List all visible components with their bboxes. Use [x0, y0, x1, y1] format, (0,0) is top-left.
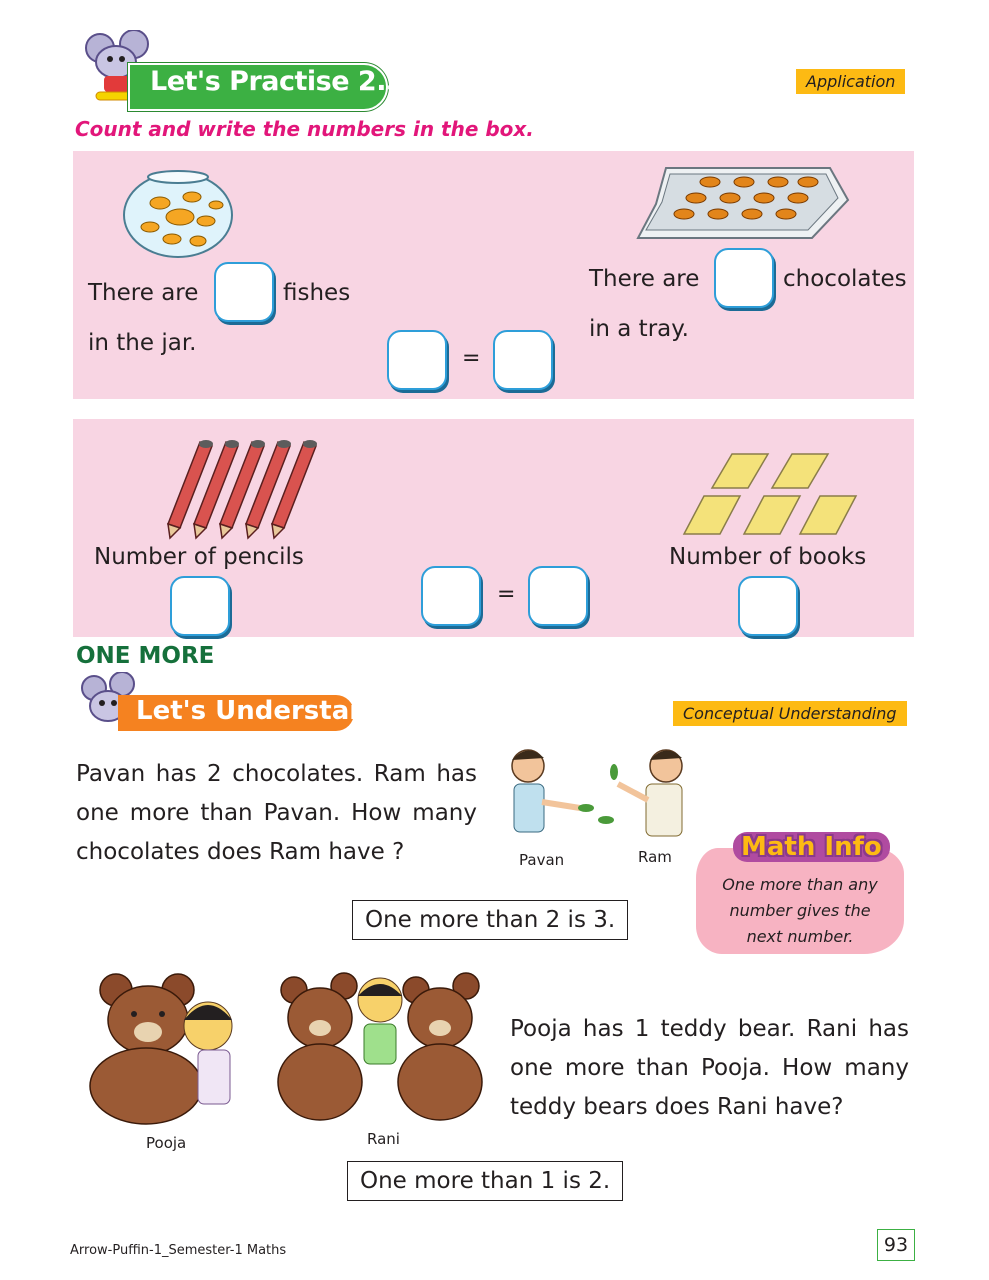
- pencils-label: Number of pencils: [94, 544, 304, 570]
- fish-bowl-icon: [120, 165, 236, 259]
- fish-sentence-end: fishes: [283, 280, 351, 306]
- practise-title: Let's Practise 2.5: [150, 66, 405, 97]
- math-info-text: One more than any number gives the next number.: [722, 875, 878, 946]
- books-count-box[interactable]: [738, 576, 798, 636]
- story-pooja-text: Pooja has 1 teddy bear. Rani has one more than Pooja. How many teddy bears does Rani have?: [510, 1016, 909, 1120]
- compare-left-box[interactable]: [387, 330, 447, 390]
- section-title: ONE MORE: [76, 643, 215, 669]
- chocolate-sentence-start: There are: [589, 266, 700, 292]
- instruction-text: Count and write the numbers in the box.: [75, 117, 534, 141]
- answer-box-2: One more than 1 is 2.: [347, 1161, 623, 1201]
- compare-right-box-2[interactable]: [528, 566, 588, 626]
- pencils-count-box[interactable]: [170, 576, 230, 636]
- equals-sign: =: [462, 346, 481, 371]
- fish-sentence-start: There are: [88, 280, 199, 306]
- chocolate-sentence-line2: in a tray.: [589, 316, 689, 342]
- application-tag: Application: [796, 69, 905, 94]
- chocolate-count-box[interactable]: [714, 248, 774, 308]
- pooja-teddy-icon: [86, 968, 236, 1128]
- page-number: 93: [877, 1229, 915, 1261]
- books-label: Number of books: [669, 544, 867, 570]
- books-icon: [668, 450, 858, 540]
- chocolate-tray-icon: [630, 160, 852, 246]
- answer-box-1: One more than 2 is 3.: [352, 900, 628, 940]
- conceptual-tag: Conceptual Understanding: [673, 701, 907, 726]
- rani-teddies-icon: [276, 966, 484, 1124]
- pooja-caption: Pooja: [146, 1134, 187, 1152]
- equals-sign-2: =: [497, 582, 516, 607]
- fish-count-box[interactable]: [214, 262, 274, 322]
- understand-title: Let's Understand: [136, 696, 387, 726]
- chocolate-sentence-end: chocolates: [783, 266, 907, 292]
- pencils-icon: [160, 436, 326, 540]
- boys-sharing-chocolate-icon: [498, 742, 700, 848]
- rani-caption: Rani: [367, 1130, 400, 1148]
- story-pavan-text: Pavan has 2 chocolates. Ram has one more than Pavan. How many chocolates does Ram have ?: [76, 761, 477, 865]
- ram-caption: Ram: [638, 848, 672, 866]
- math-info-title: Math Info: [733, 832, 890, 862]
- compare-right-box[interactable]: [493, 330, 553, 390]
- fish-sentence-line2: in the jar.: [88, 330, 197, 356]
- pavan-caption: Pavan: [519, 851, 565, 869]
- compare-left-box-2[interactable]: [421, 566, 481, 626]
- footer-book-title: Arrow-Puffin-1_Semester-1 Maths: [70, 1243, 287, 1258]
